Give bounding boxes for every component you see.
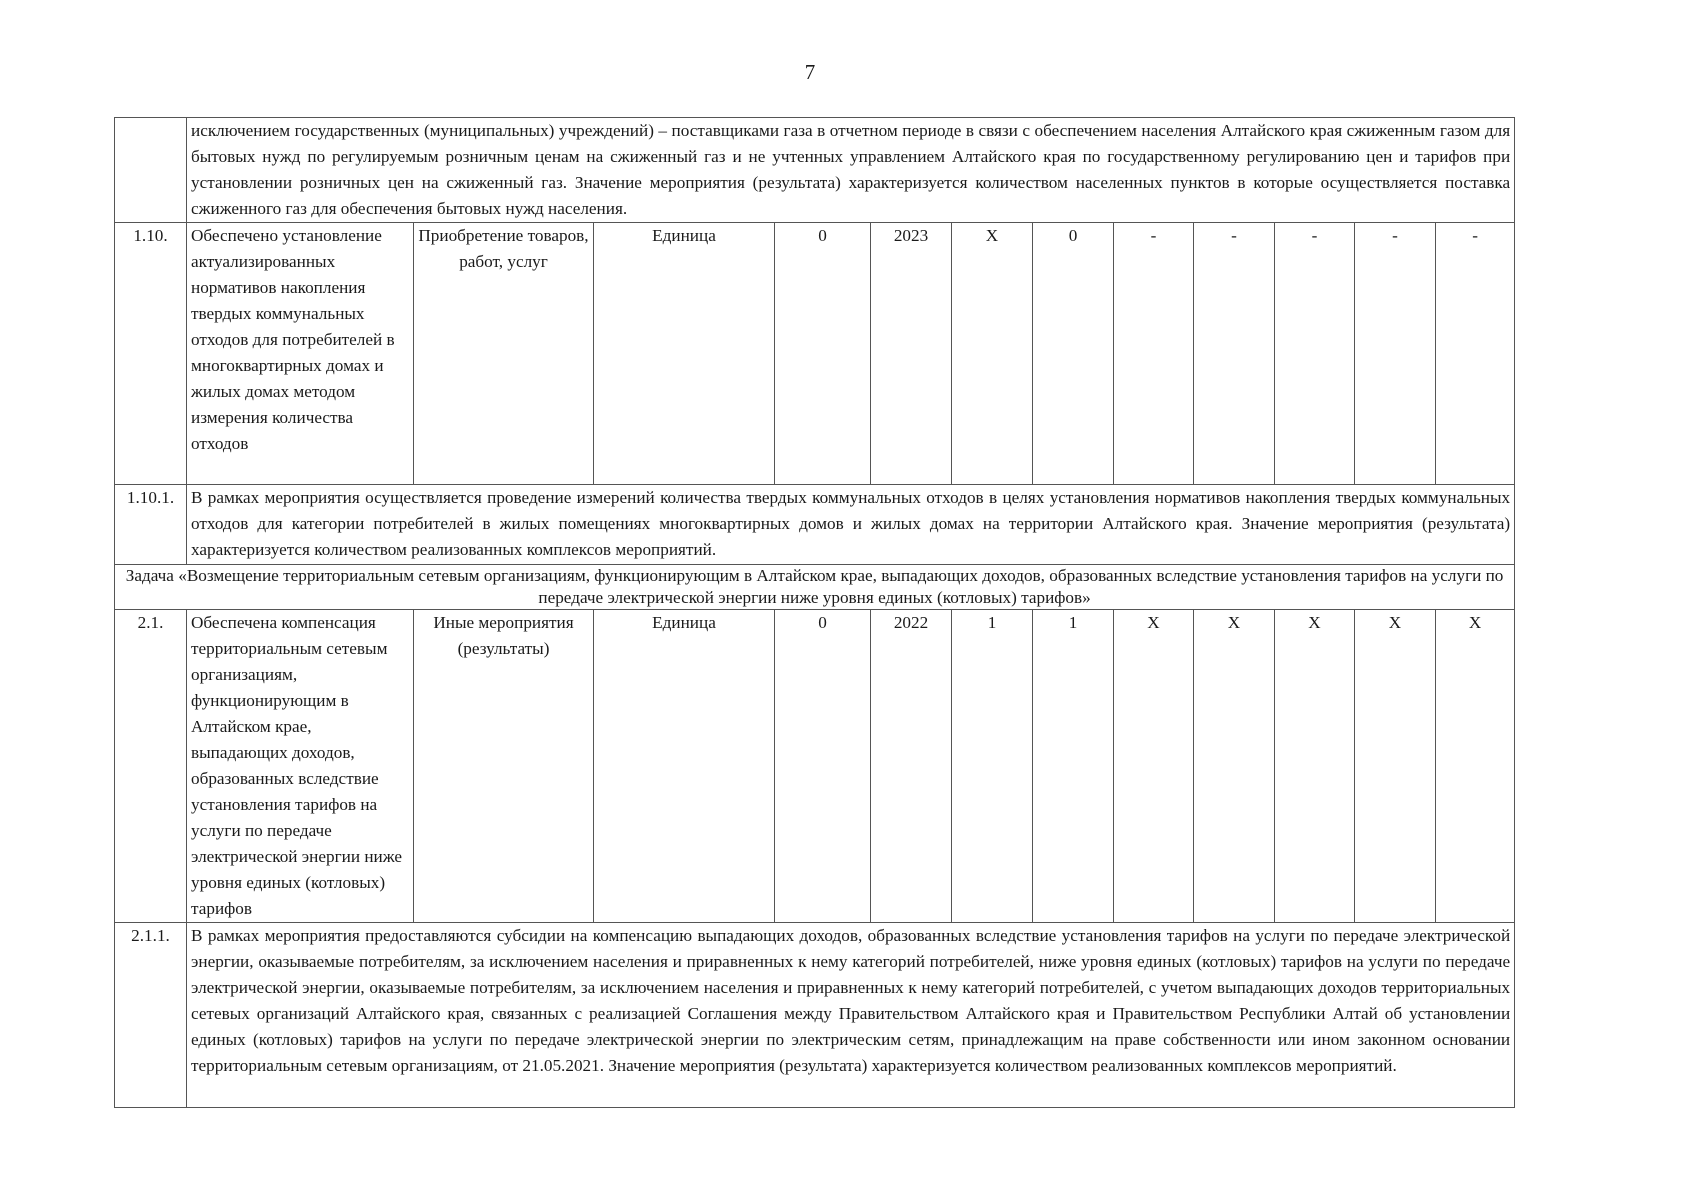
value-cell: X — [1275, 610, 1355, 923]
task-row — [115, 565, 1515, 610]
result-description: В рамках мероприятия предоставляются субсидии на компенсацию выпадающих доходов, образованных вследствие установления тарифов на услуги по передаче электрической энергии, оказываемые потребителям, за исключением населения и приравненных к нему категорий потребителей, ниже уровня единых (котловых) тарифов на услуги по передаче электрической энергии, оказываемые потребителям, за исключением населения и приравненных к нему категорий потребителей, с учетом выпадающих доходов территориальных сетевых организаций Алтайского края, связанных с реализацией Соглашения между Правительством Алтайского края и Правительством Республики Алтай об установлении единых (котловых) тарифов на услуги по передаче электрической энергии по электрическим сетям, принадлежащим на праве собственности или ином законном основании территориальным сетевым организациям, от 21.05.2021. Значение мероприятия (результата) характеризуется количеством реализованных комплексов мероприятий. — [187, 923, 1515, 1108]
row-number: 2.1.1. — [115, 923, 187, 1108]
result-description: В рамках мероприятия осуществляется проведение измерений количества твердых коммунальных отходов в целях установления нормативов накопления твердых коммунальных отходов для категории потребителей в жилых помещениях многоквартирных домов и жилых домах на территории Алтайского края. Значение мероприятия (результата) характеризуется количеством реализованных комплексов мероприятий. — [187, 485, 1515, 565]
base-value: 0 — [775, 223, 871, 485]
base-year: 2022 — [871, 610, 952, 923]
value-cell: X — [1114, 610, 1194, 923]
description-row — [115, 485, 1515, 565]
continuation-row — [115, 118, 1515, 223]
value-cell: 0 — [1033, 223, 1114, 485]
result-name: Обеспечена компенсация территориальным сетевым организациям, функционирующим в Алтайском крае, выпадающих доходов, образованных вследствие установления тарифов на услуги по передаче электрической энергии ниже уровня единых (котловых) тарифов — [187, 610, 414, 923]
value-cell: - — [1436, 223, 1515, 485]
task-heading — [115, 565, 1515, 610]
unit: Единица — [594, 223, 775, 485]
value-cell: - — [1194, 223, 1275, 485]
continuation-description: исключением государственных (муниципальных) учреждений) – поставщиками газа в отчетном периоде в связи с обеспечением населения Алтайского края сжиженным газом для бытовых нужд по регулируемым розничным ценам на сжиженный газ и не учтенных управлением Алтайского края по государственному регулированию цен и тарифов при установлении розничных цен на сжиженный газ. Значение мероприятия (результата) характеризуется количеством населенных пунктов в которые осуществляется поставка сжиженного газ для обеспечения бытовых нужд населения. — [187, 118, 1515, 223]
value-cell: - — [1275, 223, 1355, 485]
row-number: 1.10. — [115, 223, 187, 485]
table-row — [115, 223, 1515, 485]
result-type: Приобретение товаров, работ, услуг — [414, 223, 594, 485]
row-number: 2.1. — [115, 610, 187, 923]
value-cell: X — [1194, 610, 1275, 923]
base-year: 2023 — [871, 223, 952, 485]
results-table — [114, 117, 1515, 1108]
task-label: Задача — [125, 566, 174, 585]
value-cell: X — [1355, 610, 1436, 923]
result-type: Иные мероприятия (результаты) — [414, 610, 594, 923]
unit: Единица — [594, 610, 775, 923]
description-row — [115, 923, 1515, 1108]
value-cell: X — [952, 223, 1033, 485]
value-cell: X — [1436, 610, 1515, 923]
page-number: 7 — [804, 60, 816, 84]
result-name: Обеспечено установление актуализированных нормативов накопления твердых коммунальных отходов для потребителей в многоквартирных домах и жилых домах методом измерения количества отходов — [187, 223, 414, 485]
value-cell: 1 — [1033, 610, 1114, 923]
row-number-cell — [115, 118, 187, 223]
value-cell: - — [1114, 223, 1194, 485]
table-row — [115, 610, 1515, 923]
value-cell: 1 — [952, 610, 1033, 923]
base-value: 0 — [775, 610, 871, 923]
value-cell: - — [1355, 223, 1436, 485]
row-number: 1.10.1. — [115, 485, 187, 565]
task-text: «Возмещение территориальным сетевым организациям, функционирующим в Алтайском крае, выпадающих доходов, образованных вследствие установления тарифов на услуги по передаче электрической энергии ниже уровня единых (котловых) тарифов» — [178, 566, 1504, 607]
